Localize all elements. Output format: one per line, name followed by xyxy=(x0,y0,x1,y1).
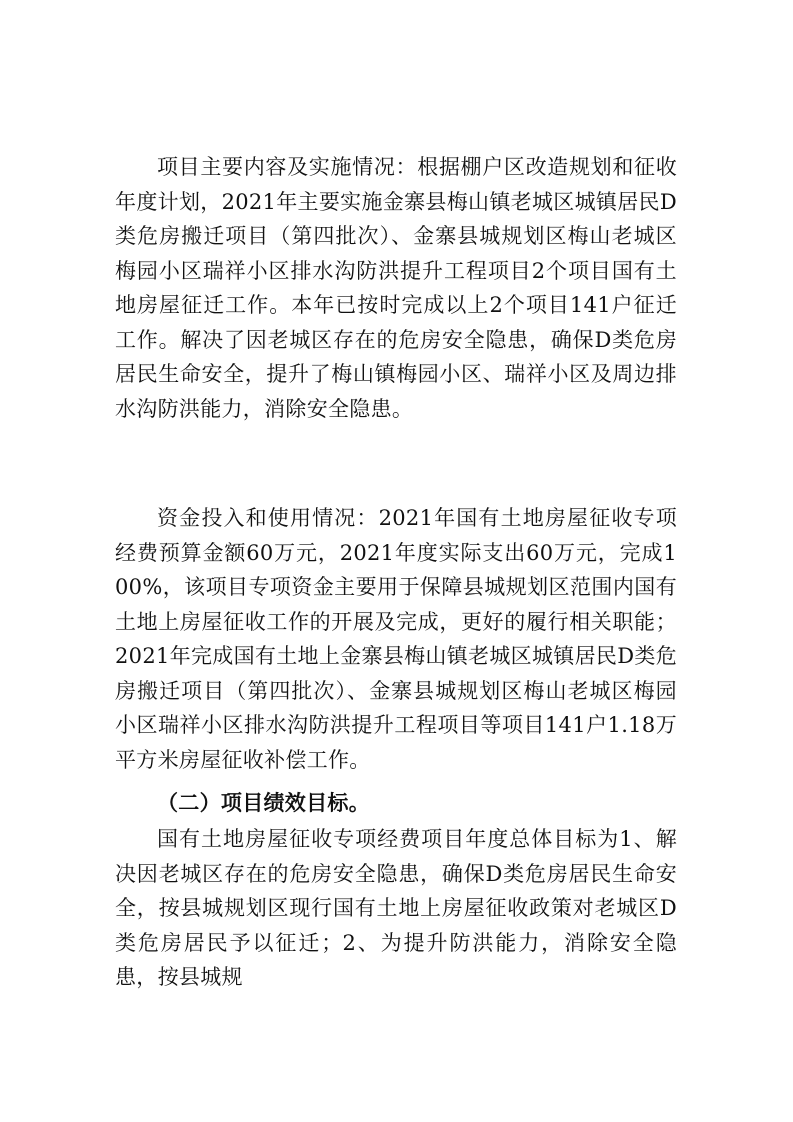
project-content-paragraph: 项目主要内容及实施情况：根据棚户区改造规划和征收年度计划，2021年主要实施金寨县梅山镇老城区城镇居民D类危房搬迁项目（第四批次）、金寨县城规划区梅山老城区梅园小区瑞祥小区排水沟防洪提升工程项目2个项目国有土地房屋征迁工作。本年已按时完成以上2个项目141户征迁工作。解决了因老城区存在的危房安全隐患，确保D类危房居民生命安全，提升了梅山镇梅园小区、瑞祥小区及周边排水沟防洪能力，消除安全隐患。 xyxy=(115,155,677,421)
funding-usage-paragraph: 资金投入和使用情况：2021年国有土地房屋征收专项经费预算金额60万元，2021年度实际支出60万元，完成100%，该项目专项资金主要用于保障县城规划区范围内国有土地上房屋征收工作的开展及完成，更好的履行相关职能；2021年完成国有土地上金寨县梅山镇老城区城镇居民D类危房搬迁项目（第四批次）、金寨县城规划区梅山老城区梅园小区瑞祥小区排水沟防洪提升工程项目等项目141户1.18万平方米房屋征收补偿工作。 xyxy=(115,506,677,772)
section-heading: （二）项目绩效目标。 xyxy=(157,791,370,815)
performance-goals-paragraph: 国有土地房屋征收专项经费项目年度总体目标为1、解决因老城区存在的危房安全隐患，确保D类危房居民生命安全，按县城规划区现行国有土地上房屋征收政策对老城区D类危房居民予以征迁；2、为提升防洪能力，消除安全隐患，按县城规 xyxy=(115,827,677,989)
